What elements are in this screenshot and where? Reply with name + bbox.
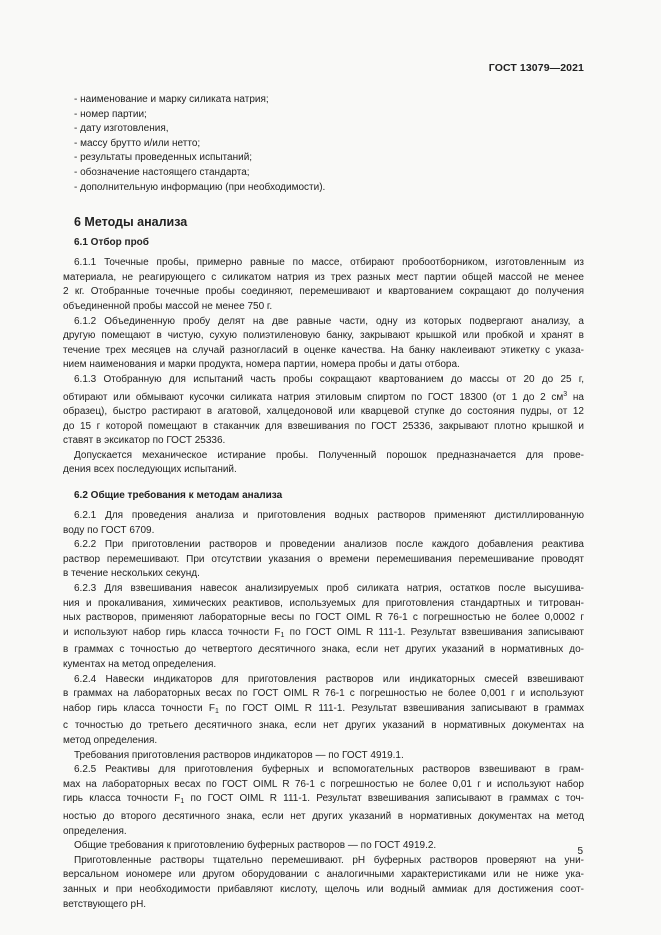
text-line: нием наименования и марки продукта, номера партии, номера пробы и даты отбора. — [63, 359, 460, 371]
page-number: 5 — [577, 846, 583, 857]
text-line: объединенной пробы массой не менее 750 г. — [63, 300, 273, 312]
text-line: дения всех последующих испытаний. — [63, 464, 237, 476]
text-line: ветствующего pH. — [63, 898, 147, 910]
paragraph-6-2-1 — [63, 509, 584, 538]
text-line: образец), быстро растирают в агатовой, халцедоновой или кварцевой ступке до состояния пудры, от 12 — [63, 406, 584, 418]
text-line: 6.2.5 Реактивы для приготовления буферных и вспомогательных растворов взвешивают в грам- — [74, 764, 584, 776]
text-line: набор гирь класса точности $F_1$ по ГОСТ OIML R 111-1. Результат взвешивания записывают в граммах — [63, 702, 584, 715]
text-line: определения. — [63, 825, 127, 837]
paragraph-6-2-4-note — [63, 749, 584, 764]
text-line: до 15 г которой помещают в стаканчик для взвешивания по ГОСТ 25336, закрывают плотно крышкой и — [63, 420, 584, 432]
text-line: метод определения. — [63, 734, 158, 746]
text-line: мах на лабораторных весах по ГОСТ OIML R 76-1 с погрешностью не более 0,01 г и используют набор — [63, 778, 584, 790]
section-heading: 6 Методы анализа — [74, 215, 188, 230]
paragraph-6-2-3 — [63, 582, 584, 673]
paragraph-6-1-1 — [63, 256, 584, 314]
list-item: - наименование и марку силиката натрия; — [74, 94, 269, 105]
text-line: 6.2.4 Навески индикаторов для приготовления растворов или индикаторных смесей взвешивают — [74, 673, 584, 685]
text-line: Приготовленные растворы тщательно перемешивают. pH буферных растворов проверяют на уни- — [74, 854, 584, 866]
paragraph-6-2-2 — [63, 538, 584, 582]
document-header: ГОСТ 13079—2021 — [488, 62, 584, 74]
text-line: 6.2.3 Для взвешивания навесок анализируемых проб силиката натрия, остатков после высушива- — [74, 583, 584, 595]
text-line: ставят в эксикатор по ГОСТ 25336. — [63, 435, 226, 447]
paragraph-6-2-6 — [63, 854, 584, 912]
text-line: Общие требования к приготовлению буферных растворов — по ГОСТ 4919.2. — [74, 840, 437, 852]
paragraph-6-1-2 — [63, 315, 584, 373]
text-line: воду по ГОСТ 6709. — [63, 524, 155, 536]
text-line: версальном иономере или другом оборудовании с аналогичными характеристиками или не ниже ука- — [63, 869, 584, 881]
text-line: занных и при необходимости прибавляют кислоту, щелочь или водный аммиак для достижения соот- — [63, 883, 584, 895]
text-line: и используют набор гирь класса точности $F_1$ по ГОСТ OIML R 111-1. Результат взвешивания записывают — [63, 626, 584, 639]
text-line: материала, не реагирующего с силикатом натрия из трех разных мест партии общей массой не менее — [63, 271, 584, 283]
label-contents-list — [63, 93, 584, 195]
text-line: обтирают или обмывают кусочки силиката натрия этиловым спиртом по ГОСТ 18300 (от 1 до 2 $см^3$ на — [63, 390, 584, 403]
text-line: гирь класса точности $F_1$ по ГОСТ OIML R 111-1. Результат взвешивания записывают в граммах с точ- — [63, 793, 584, 806]
text-line: в граммах с точностью до четвертого десятичного знака, если нет других указаний в нормативных до- — [63, 644, 584, 656]
document-body — [63, 93, 584, 912]
text-line: Требования приготовления растворов индикаторов — по ГОСТ 4919.1. — [74, 749, 404, 761]
paragraph-6-1-3 — [63, 373, 584, 449]
list-item: - обозначение настоящего стандарта; — [74, 166, 250, 178]
paragraph-6-2-5-note — [63, 839, 584, 854]
list-item: - номер партии; — [74, 108, 147, 120]
paragraph-6-2-5 — [63, 763, 584, 839]
paragraph-6-1-4 — [63, 449, 584, 478]
text-line: раствор перемешивают. При отсутствии указания о времени перемешивания перемешивание проводят — [63, 553, 584, 565]
list-item: - массу брутто и/или нетто; — [74, 137, 201, 149]
text-line: 6.2.1 Для проведения анализа и приготовления водных растворов применяют дистиллированную — [74, 510, 584, 522]
list-item: - дату изготовления, — [74, 123, 169, 135]
text-line: ния и прокаливания, химических реактивов, используемых для приготовления стандартных и титрован- — [63, 597, 584, 609]
text-line: 6.2.2 При приготовлении растворов и проведении анализов после каждого добавления реактива — [74, 539, 584, 551]
text-line: с точностью до третьего десятичного знака, если нет других указаний в нормативных документах на — [63, 720, 584, 732]
text-line: 2 кг. Отобранные точечные пробы соединяют, перемешивают и квартованием сокращают до получения — [63, 286, 584, 298]
text-line: 6.1.2 Объединенную пробу делят на две равные части, одну из которых подвергают анализу, а — [74, 315, 584, 327]
text-line: кументах на метод определения. — [63, 659, 217, 670]
text-line: Допускается механическое истирание пробы. Полученный порошок предназначается для прове- — [74, 449, 584, 461]
text-line: течение трех месяцев на случай разногласий в оценке качества. На банку наклеивают этикетку с указа- — [63, 344, 584, 356]
subsection-heading: 6.1 Отбор проб — [74, 237, 149, 249]
text-line: ных растворов, применяют лабораторные весы по ГОСТ OIML R 76-1 с погрешностью не более 0,0002 г — [63, 612, 584, 624]
text-line: 6.1.1 Точечные пробы, примерно равные по массе, отбирают пробоотборником, изготовленным из — [74, 257, 584, 269]
subsection-heading: 6.2 Общие требования к методам анализа — [74, 490, 283, 502]
text-line: в течение нескольких секунд. — [63, 568, 200, 580]
text-line: ностью до второго десятичного знака, если нет других указаний в нормативных документах на метод — [63, 810, 584, 822]
text-line: 6.1.3 Отобранную для испытаний часть пробы сокращают квартованием до массы от 20 до 25 г, — [74, 373, 584, 385]
paragraph-6-2-4 — [63, 673, 584, 749]
text-line: другую помещают в чистую, сухую полиэтиленовую банку, закрывают крышкой или пробкой и хранят в — [63, 330, 584, 342]
text-line: в граммах на лабораторных весах по ГОСТ OIML R 76-1 с погрешностью не более 0,001 г и используют — [63, 688, 584, 700]
list-item: - дополнительную информацию (при необходимости). — [74, 181, 326, 193]
list-item: - результаты проведенных испытаний; — [74, 152, 253, 164]
